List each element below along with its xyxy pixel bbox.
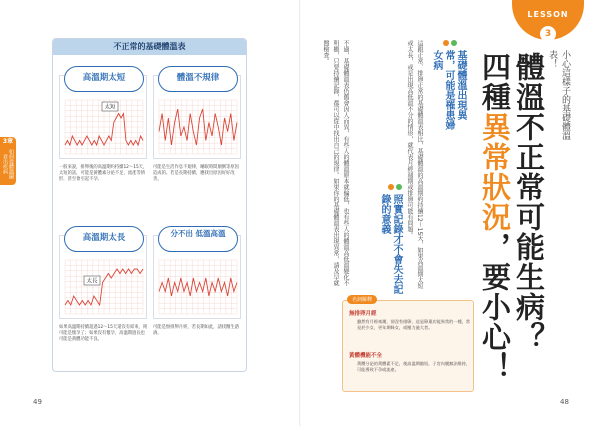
section-bullet xyxy=(451,40,457,46)
section-bullet xyxy=(443,40,449,46)
chart-title: 分不出 低溫高溫 xyxy=(158,226,238,252)
section-2-heading: 照實記錄才不會失去記錄的意義 xyxy=(379,194,402,294)
lesson-word: LESSON xyxy=(527,10,569,19)
chart-tag-text: 太短 xyxy=(104,104,116,111)
chart-tag xyxy=(102,102,118,111)
chart-caption: 如果高溫期持續超過12～15天還沒有結束，則可能是懷孕了；如果沒有懷孕，高溫期過長也可能是黃體功能不良。 xyxy=(59,325,148,343)
lesson-subtitle: 小心這樣子的基礎體溫表！ xyxy=(547,50,570,140)
chart-tag xyxy=(84,276,100,285)
chart-plot xyxy=(62,96,146,158)
chart-caption: 可能是生活作息不規律，睡眠時間顛倒等原因造成的。若是長期持續，應找出原因好好改善。 xyxy=(153,165,239,183)
chart-title: 高溫期太短 xyxy=(64,66,144,92)
book-gutter xyxy=(299,0,301,426)
lesson-number: 3 xyxy=(540,26,556,42)
section-2-body: 不過，基礎體溫表仍舊會因人而異，有些人的體溫原本就偏低，也有些人的體溫高低溫變化不明顯，只要持續記錄，都可以從中找出自己的規律。如果你的基礎體溫表出現異常，請及早就醫檢查。 xyxy=(322,40,349,286)
page-number-right: 48 xyxy=(560,398,569,406)
glossary-definition: 黃體分泌的黃體素不足，使高溫期縮短，子宮內膜無法維持，可能導致不孕或流產。 xyxy=(357,361,471,372)
title-line-2-post: ，要小心！ xyxy=(478,232,512,382)
abnormal-bbt-panel xyxy=(52,38,247,372)
glossary-box xyxy=(342,297,474,392)
chapter-number: 3章 xyxy=(2,138,14,145)
chart-tag-text: 太長 xyxy=(86,278,98,285)
chart-caption: 一般來說，排卵後的高溫期約持續12～15天，太短的話，可能是黃體素分泌不足，流產等情形，甚至會引起不孕。 xyxy=(59,165,148,183)
glossary-term: 黃體機能不全 xyxy=(349,353,383,359)
section-1-body: 這跟正常、排卵正常的基礎體溫表相比，基礎體溫的高溫期約持續12～15天，如果高溫期太短或太長，或是出現高低溫不分的情形，就代表月經週期或排卵可能有問題。 xyxy=(406,40,423,290)
chapter-tab xyxy=(0,137,16,185)
title-line-2-accent: 異常狀況 xyxy=(478,112,512,232)
glossary-definition: 雖然有月經來潮，卻沒有排卵，這是卵巢功能異常的一種，常見於少女、更年期婦女，或壓力過大者。 xyxy=(357,319,471,330)
glossary-term: 無排卵月經 xyxy=(349,311,377,317)
chart-plot xyxy=(156,256,240,318)
lesson-title xyxy=(478,52,546,382)
chart-card-irregular xyxy=(153,75,241,159)
chart-title: 體溫不規律 xyxy=(158,66,238,92)
chapter-title: 如何從體溫圖看出疾病 xyxy=(2,149,14,179)
section-bullet xyxy=(388,184,394,190)
chart-caption: 可能是無排卵月經，若長期如此，請找醫生諮詢。 xyxy=(153,325,239,337)
chart-title: 高溫期太長 xyxy=(64,226,144,252)
chart-plot xyxy=(62,256,146,318)
panel-title: 不正常的基礎體溫表 xyxy=(53,39,246,55)
chart-card-short-high xyxy=(59,75,147,159)
title-line-1: 體溫不正常可能生病？ xyxy=(512,52,546,352)
chart-card-long-high xyxy=(59,235,147,319)
chart-card-no-phases xyxy=(153,229,241,319)
section-bullet xyxy=(396,184,402,190)
glossary-label: 名詞解釋 xyxy=(347,295,377,304)
title-line-2-pre: 四種 xyxy=(478,52,512,112)
section-1-heading: 基礎體溫出現異常，可能是罹患婦女病 xyxy=(431,50,466,130)
chart-plot xyxy=(156,96,240,158)
lesson-badge xyxy=(512,0,584,40)
page-number-left: 49 xyxy=(33,398,42,406)
